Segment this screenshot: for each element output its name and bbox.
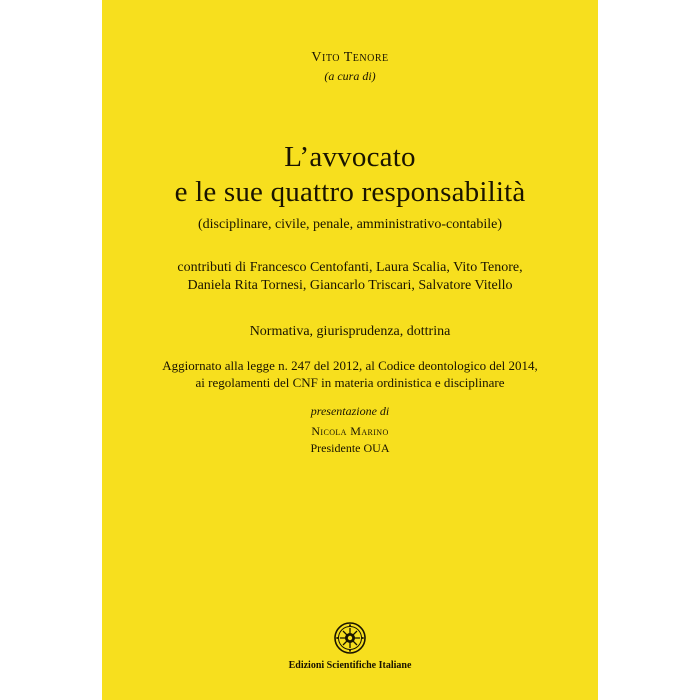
- update-note: [102, 357, 598, 391]
- editor-note: (a cura di): [324, 69, 376, 83]
- book-subtitle: (disciplinare, civile, penale, amministrativo-contabile): [197, 217, 502, 232]
- publisher-name: Edizioni Scientifiche Italiane: [288, 660, 412, 671]
- author-name: Vito Tenore: [311, 50, 389, 65]
- presenter-role: Presidente OUA: [310, 441, 390, 455]
- publisher-emblem-icon: [334, 622, 366, 654]
- update-note-line-1: Aggiornato alla legge n. 247 del 2012, al Codice deontologico del 2014,: [162, 358, 538, 373]
- contributors-line-1: contributi di Francesco Centofanti, Laura Scalia, Vito Tenore,: [177, 260, 523, 275]
- presenter-name: Nicola Marino: [311, 424, 389, 438]
- title-line-2: e le sue quattro responsabilità: [174, 176, 526, 208]
- book-cover: [102, 0, 598, 700]
- contributors-line-2: Daniela Rita Tornesi, Giancarlo Triscari, Salvatore Vitello: [187, 278, 513, 293]
- title-line-1: L’avvocato: [284, 141, 416, 173]
- keywords: Normativa, giurisprudenza, dottrina: [249, 324, 451, 339]
- presentation-label: presentazione di: [310, 404, 390, 418]
- update-note-line-2: ai regolamenti del CNF in materia ordinistica e disciplinare: [195, 375, 505, 390]
- book-title: [102, 140, 598, 210]
- contributors: [102, 259, 598, 295]
